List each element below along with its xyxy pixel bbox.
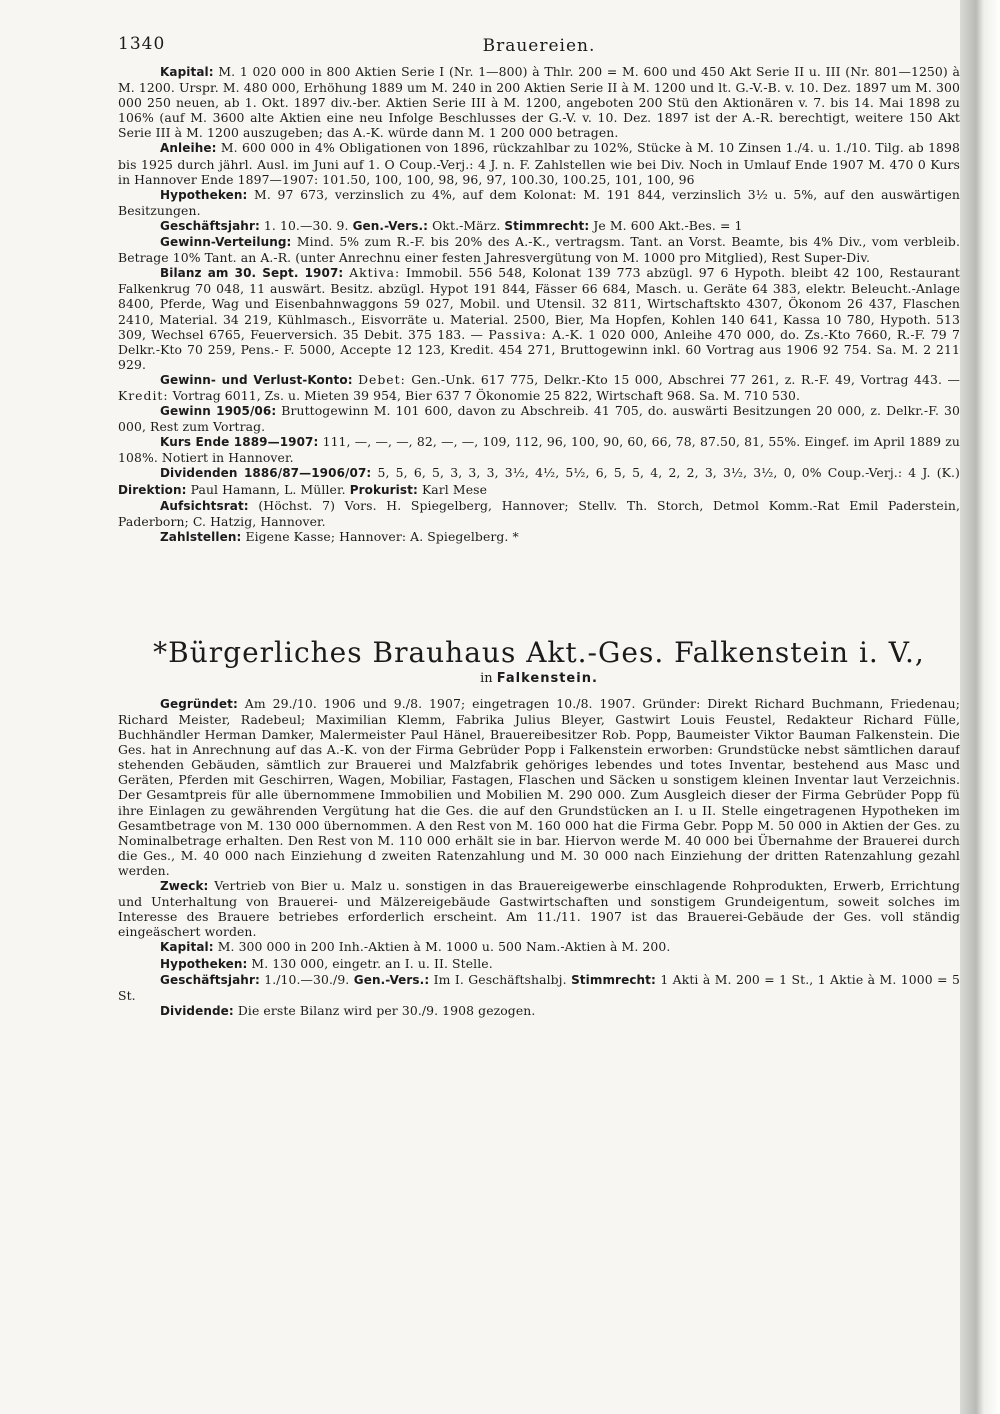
gewinn-verlust-paragraph bbox=[118, 372, 960, 403]
hypotheken2-label: Hypotheken: bbox=[160, 956, 248, 971]
prokurist-label: Prokurist: bbox=[349, 482, 418, 497]
gewinn-verteilung-paragraph bbox=[118, 234, 960, 265]
aufsichtsrat-label: Aufsichtsrat: bbox=[160, 498, 249, 513]
document-page bbox=[118, 28, 960, 1398]
aktiva-label: Aktiva: bbox=[349, 265, 401, 281]
stimmrecht2-text: 1 Akti à M. 200 = 1 St., 1 Aktie à M. 1000 = 5 St. bbox=[118, 971, 960, 1003]
kurs-text: 111, —, —, —, 82, —, —, 109, 112, 96, 100, 90, 60, 66, 78, 87.50, 81, 55%. Eingef. im April 1889 zu 108%. Notiert in Hannover. bbox=[118, 434, 960, 466]
kapital2-label: Kapital: bbox=[160, 940, 214, 955]
kapital2-paragraph bbox=[118, 939, 960, 955]
prokurist-text: Karl Mese bbox=[421, 481, 488, 497]
anleihe-label: Anleihe: bbox=[160, 141, 217, 156]
company-location bbox=[118, 671, 960, 686]
stimmrecht-label: Stimmrecht: bbox=[504, 218, 590, 233]
zweck-text: Vertrieb von Bier u. Malz u. sonstigen in das Brauereigewerbe einschlagende Rohprodukten, Erwerb, Errichtung und Unterhaltung von Brauerei- und Mälzereigebäude Gastwirtschaften und sonstigem Grundeigentum, soweit solches im Interesse des Brauere betriebes erforderlich erscheint. Am 11./11. 1907 ist das Brauerei-Gebäude der Ges. voll ständig eingeäschert worden. bbox=[118, 878, 960, 940]
zahlstellen-paragraph bbox=[118, 529, 960, 545]
geschaeftsjahr-text: 1. 10.—30. 9. bbox=[263, 217, 349, 233]
debet-text: Gen.-Unk. 617 775, Delkr.-Kto 15 000, Abschrei 77 261, z. R.-F. 49, Vortrag 443. — bbox=[411, 371, 960, 387]
dividenden-paragraph bbox=[118, 465, 960, 497]
stimmrecht-text: Je M. 600 Akt.-Bes. = 1 bbox=[593, 217, 743, 233]
anleihe-text: M. 600 000 in 4% Obligationen von 1896, rückzahlbar zu 102%, Stücke à M. 10 Zinsen 1./4. u. 1./10. Tilg. ab 1898 bis 1925 durch jährl. Ausl. im Juni auf 1. O Coup.-Verj.: 4 J. n. F. Zahlstellen wie bei Div. Noch in Umlauf Ende 1907 M. 470 0 Kurs in Hannover Ende 1897—1907: 101.50, 100, 100, 98, 96, 97, 100.30, 100.25, 101, 100, 96 bbox=[118, 140, 960, 187]
page-edge-shadow bbox=[960, 0, 1000, 1414]
dividende-paragraph bbox=[118, 1003, 960, 1019]
debet-label: Debet: bbox=[358, 371, 406, 387]
gen-vers-text: Okt.-März. bbox=[432, 217, 501, 233]
gen-vers-label: Gen.-Vers.: bbox=[352, 218, 429, 233]
passiva-text: A.-K. 1 020 000, Anleihe 470 000, do. Zs.-Kto 7660, R.-F. 79 7 Delkr.-Kto 70 259, Pens.- F. 5000, Accepte 12 123, Kredit. 454 271, Bruttogewinn inkl. 60 Vortrag aus 1906 92 754. Sa. M. 2 211 929. bbox=[118, 326, 960, 372]
company-entry-2 bbox=[118, 637, 960, 1019]
geschaeftsjahr-label: Geschäftsjahr: bbox=[160, 218, 260, 233]
stimmrecht2-label: Stimmrecht: bbox=[571, 972, 656, 987]
gegruendet-paragraph bbox=[118, 696, 960, 878]
zahlstellen-label: Zahlstellen: bbox=[160, 529, 242, 544]
company-title: *Bürgerliches Brauhaus Akt.-Ges. Falkenstein i. V., bbox=[153, 635, 925, 669]
zahlstellen-text: Eigene Kasse; Hannover: A. Spiegelberg. * bbox=[245, 528, 519, 544]
direktion-text: Paul Hamann, L. Müller. bbox=[190, 481, 346, 497]
running-header bbox=[118, 28, 960, 64]
gewinn-1905-paragraph bbox=[118, 403, 960, 434]
bilanz-paragraph bbox=[118, 265, 960, 372]
geschaeftsjahr2-line bbox=[118, 972, 960, 1003]
running-title: Brauereien. bbox=[482, 36, 596, 56]
gen-vers2-label: Gen.-Vers.: bbox=[353, 972, 430, 987]
passiva-label: Passiva: bbox=[488, 326, 547, 342]
page-number: 1340 bbox=[118, 34, 166, 54]
hypotheken2-text: M. 130 000, eingetr. an I. u. II. Stelle. bbox=[251, 955, 493, 971]
gewinn-verlust-label: Gewinn- und Verlust-Konto: bbox=[160, 372, 353, 387]
kredit-label: Kredit: bbox=[118, 387, 169, 403]
gegruendet-label: Gegründet: bbox=[160, 696, 238, 711]
kurs-label: Kurs Ende 1889—1907: bbox=[160, 435, 319, 450]
gewinn-verteilung-label: Gewinn-Verteilung: bbox=[160, 235, 292, 250]
gegruendet-text: Am 29./10. 1906 und 9./8. 1907; eingetragen 10./8. 1907. Gründer: Direkt Richard Buchmann, Friedenau; Richard Meister, Radebeul; Maximilian Klemm, Fabrika Julius Bleyer, Gastwirt Louis Feustel, Redakteur Richard Fülle, Buchhändler Herman Damker, Malermeister Paul Hänel, Brauereibesitzer Rob. Popp, Baumeister Viktor Bauman Falkenstein. Die Ges. hat in Anrechnung auf das A.-K. von der Firma Gebrüder Popp i Falkenstein erworben: Grundstücke nebst sämtlichen darauf stehenden Gebäuden, sämtlich zur Brauerei und Malzfabrik gehöriges lebendes und totes Inventar, bestehend aus Masc und Geräten, Pferden mit Geschirren, Wagen, Mobiliar, Fastagen, Flaschen und Säcken u sonstigem kleinen Inventar laut Verzeichnis. Der Gesamtpreis für alle übernommene Immobilien und Mobilien M. 290 000. Zum Ausgleich dieser der Firma Gebrüder Popp fü ihre Einlagen zu gewährenden Vergütung hat die Ges. die auf den Grundstücken an I. u II. Stelle eingetragenen Hypotheken im Gesamtbetrage von M. 130 000 übernommen. A den Rest von M. 160 000 hat die Firma Gebr. Popp M. 50 000 in Aktien der Ges. zu Nominalbetrage erhalten. Den Rest von M. 110 000 erhält sie in bar. Hiervon werde M. 40 000 bei Übernahme der Brauerei durch die Ges., M. 40 000 nach Einziehung d zweiten Ratenzahlung und M. 30 000 nach Einziehung der dritten Ratenzahlung gezahl werden. bbox=[118, 695, 960, 878]
kurs-paragraph bbox=[118, 434, 960, 465]
hypotheken-paragraph bbox=[118, 187, 960, 218]
geschaeftsjahr2-label: Geschäftsjahr: bbox=[160, 972, 260, 987]
gewinn-1905-label: Gewinn 1905/06: bbox=[160, 404, 277, 419]
kredit-text: Vortrag 6011, Zs. u. Mieten 39 954, Bier 637 7 Ökonomie 25 822, Wirtschaft 968. Sa. M. 710 530. bbox=[172, 387, 801, 403]
zweck-label: Zweck: bbox=[160, 879, 209, 894]
aktiva-text: Immobil. 556 548, Kolonat 139 773 abzügl. 97 6 Hypoth. bleibt 42 100, Restaurant Falkenkrug 70 048, 11 auswärt. Besitz. abzügl. Hypot 191 844, Fässer 66 684, Masch. u. Geräte 64 383, elektr. Beleucht.-Anlage 8400, Pferde, Wag und Eisenbahnwaggons 59 027, Mobil. und Utensil. 32 811, Wirtschaftskto 4307, Ökonom 26 437, Flaschen 2410, Material. 34 219, Kühlmasch., Eisvorräte u. Material. 2500, Bier, Ma Hopfen, Kohlen 140 641, Kassa 10 780, Hypoth. 513 309, Wechsel 6765, Feuerversich. 35 Debit. 375 183. — bbox=[118, 265, 960, 342]
geschaeftsjahr-line bbox=[118, 218, 960, 234]
location-prefix: in bbox=[480, 670, 493, 686]
hypotheken-text: M. 97 673, verzinslich zu 4%, auf dem Kolonat: M. 191 844, verzinslich 3½ u. 5%, auf den auswärtigen Besitzungen. bbox=[118, 186, 960, 218]
location-place: Falkenstein. bbox=[496, 670, 598, 686]
dividenden-text: 5, 5, 6, 5, 3, 3, 3, 3½, 4½, 5½, 6, 5, 5, 4, 2, 2, 3, 3½, 3½, 0, 0% Coup.-Verj.: 4 J. (K.) bbox=[377, 465, 960, 481]
dividende-label: Dividende: bbox=[160, 1003, 234, 1018]
kapital-text: M. 1 020 000 in 800 Aktien Serie I (Nr. 1—800) à Thlr. 200 = M. 600 und 450 Akt Serie II u. III (Nr. 801—1250) à M. 1200. Urspr. M. 480 000, Erhöhung 1889 um M. 240 in 200 Aktien Serie II à M. 1200 und lt. G.-V.-B. v. 10. Dez. 1897 um M. 300 000 250 neuen, ab 1. Okt. 1897 div.-ber. Aktien Serie III à M. 1200, angeboten 200 Stü den Aktionären v. 7. bis 14. Mai 1898 zu 106% (auf M. 3600 alte Aktien eine neu Infolge Beschlusses der G.-V. v. 10. Dez. 1897 ist der A.-R. berechtigt, weitere 150 Akt Serie III à M. 1200 auszugeben; das A.-K. würde dann M. 1 200 000 betragen. bbox=[118, 64, 960, 141]
kapital-label: Kapital: bbox=[160, 65, 214, 79]
company-entry-1 bbox=[118, 64, 960, 545]
anleihe-paragraph bbox=[118, 140, 960, 186]
kapital2-text: M. 300 000 in 200 Inh.-Aktien à M. 1000 u. 500 Nam.-Aktien à M. 200. bbox=[217, 939, 671, 955]
aufsichtsrat-paragraph bbox=[118, 498, 960, 529]
gewinn-1905-text: Bruttogewinn M. 101 600, davon zu Abschreib. 41 705, do. auswärti Besitzungen 20 000, z. Delkr.-F. 30 000, Rest zum Vortrag. bbox=[118, 403, 960, 435]
hypotheken2-paragraph bbox=[118, 956, 960, 972]
bilanz-label: Bilanz am 30. Sept. 1907: bbox=[160, 266, 344, 281]
direktion-label: Direktion: bbox=[118, 482, 187, 497]
gen-vers2-text: Im I. Geschäftshalbj. bbox=[433, 971, 567, 987]
geschaeftsjahr2-text: 1./10.—30./9. bbox=[264, 971, 350, 987]
hypotheken-label: Hypotheken: bbox=[160, 187, 248, 202]
zweck-paragraph bbox=[118, 878, 960, 939]
dividenden-label: Dividenden 1886/87—1906/07: bbox=[160, 466, 372, 481]
aufsichtsrat-text: (Höchst. 7) Vors. H. Spiegelberg, Hannover; Stellv. Th. Storch, Detmol Komm.-Rat Emil Paderstein, Paderborn; C. Hatzig, Hannover. bbox=[118, 497, 960, 529]
kapital-paragraph bbox=[118, 64, 960, 140]
gewinn-verteilung-text: Mind. 5% zum R.-F. bis 20% des A.-K., vertragsm. Tant. an Vorst. Beamte, bis 4% Div., vom verbleib. Betrage 10% Tant. an A.-R. (unter Anrechnu einer festen Jahresvergütung von M. 1000 pro Mitglied), Rest Super-Div. bbox=[118, 234, 960, 266]
dividende-text: Die erste Bilanz wird per 30./9. 1908 gezogen. bbox=[237, 1002, 536, 1018]
